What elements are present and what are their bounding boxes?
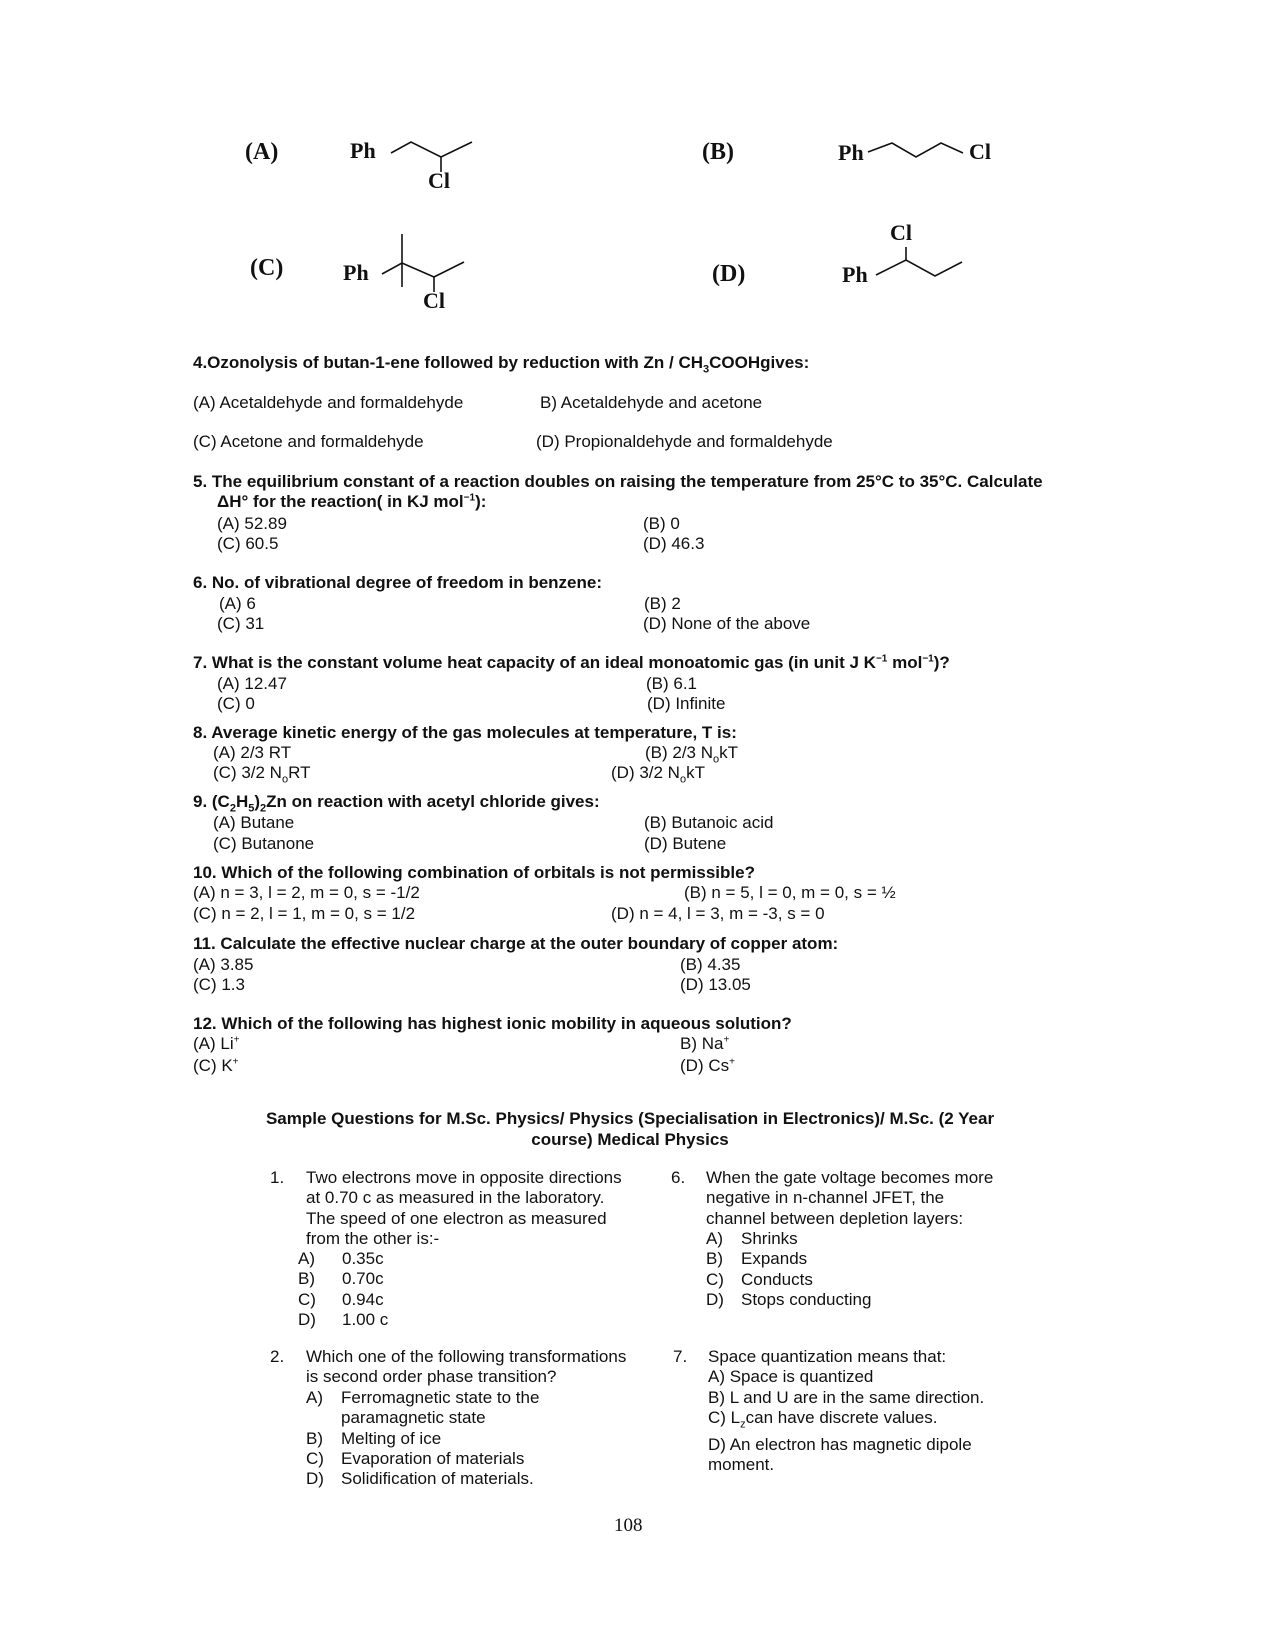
q9-stem: 9. $(C_2H_5)_2Zn$ on reaction with acetyl chloride gives: <box>193 792 600 815</box>
q4-option-d: (D) Propionaldehyde and formaldehyde <box>536 432 833 451</box>
q12-option-c: (C) K+ <box>193 1056 239 1075</box>
q10-stem: 10. Which of the following combination of orbitals is not permissible? <box>193 863 755 882</box>
q10-option-d: (D) n = 4, l = 3, m = -3, s = 0 <box>611 904 825 923</box>
physics-q2-option-d: D) Solidification of materials. <box>306 1469 534 1489</box>
physics-q7-option-d-cont: moment. <box>708 1454 775 1474</box>
structure-b-label: (B) <box>702 139 734 165</box>
q6-option-d: (D) None of the above <box>643 614 811 633</box>
physics-q6-option-a: A) Shrinks <box>706 1229 798 1248</box>
structure-c-cl: Cl <box>423 288 445 313</box>
q10-option-a: (A) n = 3, l = 2, m = 0, s = -1/2 <box>193 883 420 902</box>
q5-stem-cont: ΔH° for the reaction( in KJ mol$^{-1}$): <box>217 492 487 511</box>
physics-q6-stem: When the gate voltage becomes more negative in n-channel JFET, the channel between depletion layers: <box>706 1168 994 1228</box>
q7-option-d: (D) Infinite <box>647 694 726 713</box>
q7-option-a: (A) 12.47 <box>217 674 287 693</box>
q6-stem: 6. No. of vibrational degree of freedom in benzene: <box>193 573 603 592</box>
q6-option-b: (B) 2 <box>644 594 681 613</box>
physics-q2-option-c: C) Evaporation of materials <box>306 1448 525 1468</box>
structure-b-cl: Cl <box>969 139 991 164</box>
section-heading-line1: Sample Questions for M.Sc. Physics/ Physics (Specialisation in Electronics)/ M.Sc. (2 Year <box>265 1109 995 1128</box>
q11-option-b: (B) 4.35 <box>680 955 741 974</box>
q5-option-d: (D) 46.3 <box>643 534 705 553</box>
q11-stem: 11. Calculate the effective nuclear charge at the outer boundary of copper atom: <box>193 934 839 953</box>
physics-q2-number: 2. <box>270 1347 285 1366</box>
physics-q6-option-c: C) Conducts <box>706 1269 813 1289</box>
q10-option-b: (B) n = 5, l = 0, m = 0, s = ½ <box>684 883 896 902</box>
physics-q6-number: 6. <box>671 1168 686 1187</box>
q5-option-c: (C) 60.5 <box>217 534 279 553</box>
q12-option-b: B) Na+ <box>680 1034 730 1053</box>
physics-q7-stem: Space quantization means that: <box>708 1347 947 1366</box>
physics-q1-option-c: C) 0.94c <box>298 1289 384 1309</box>
physics-q6-option-d: D) Stops conducting <box>706 1289 872 1309</box>
q7-option-c: (C) 0 <box>217 694 255 713</box>
physics-q6-options <box>706 1229 871 1310</box>
physics-q7-option-d: D) An electron has magnetic dipole <box>708 1434 972 1454</box>
q4-option-a: (A) Acetaldehyde and formaldehyde <box>193 393 464 412</box>
physics-q1-number: 1. <box>270 1168 285 1187</box>
q6-option-a: (A) 6 <box>219 594 256 613</box>
structure-bonds <box>0 0 1275 340</box>
physics-q1-option-d: D) 1.00 c <box>298 1309 389 1329</box>
q4-option-c: (C) Acetone and formaldehyde <box>193 432 424 451</box>
q10-option-c: (C) n = 2, l = 1, m = 0, s = 1/2 <box>193 904 416 923</box>
structure-d-label: (D) <box>712 261 746 287</box>
q9-option-a: (A) Butane <box>213 813 295 832</box>
q8-stem: 8. Average kinetic energy of the gas molecules at temperature, T is: <box>193 723 737 742</box>
physics-q2-option-a-cont: paramagnetic state <box>341 1408 486 1428</box>
physics-q7-number: 7. <box>673 1347 688 1366</box>
physics-q2-options <box>306 1388 539 1489</box>
structure-d-cl: Cl <box>890 220 912 245</box>
q5-option-a: (A) 52.89 <box>217 514 287 533</box>
structure-a-ph: Ph <box>350 138 376 163</box>
q11-option-d: (D) 13.05 <box>680 975 751 994</box>
section-heading-line2: course) Medical Physics <box>531 1130 729 1149</box>
physics-q2-stem: Which one of the following transformations is second order phase transition? <box>306 1347 627 1387</box>
q12-option-a: (A) Li+ <box>193 1034 240 1053</box>
structure-a-label: (A) <box>245 139 279 165</box>
q9-option-d: (D) Butene <box>644 834 727 853</box>
q8-option-c: (C) 3/2 $N_oRT$ <box>213 763 311 786</box>
q5-option-b: (B) 0 <box>643 514 680 533</box>
physics-q6-option-b: B) Expands <box>706 1249 808 1269</box>
q9-option-b: (B) Butanoic acid <box>644 813 774 832</box>
structure-c-label: (C) <box>250 255 284 281</box>
physics-q2-option-a: A) Ferromagnetic state to the <box>306 1388 540 1407</box>
physics-q7-option-b: B) L and U are in the same direction. <box>708 1387 985 1407</box>
structure-a-cl: Cl <box>428 168 450 193</box>
q7-option-b: (B) 6.1 <box>646 674 698 693</box>
q8-option-a: (A) 2/3 RT <box>213 743 292 762</box>
physics-q1-option-b: B) 0.70c <box>298 1269 384 1289</box>
q8-option-d: (D) 3/2 $N_okT$ <box>611 763 705 786</box>
q5-stem: 5. The equilibrium constant of a reaction doubles on raising the temperature from 25°C to 35°C. Calculate <box>193 472 1043 491</box>
q8-option-b: (B) 2/3 $N_okT$ <box>645 743 739 766</box>
physics-q1-options <box>298 1249 388 1330</box>
physics-q1-option-a: A) 0.35c <box>298 1249 384 1268</box>
q11-option-a: (A) 3.85 <box>193 955 254 974</box>
q11-option-c: (C) 1.3 <box>193 975 245 994</box>
physics-q7-block <box>708 1347 984 1475</box>
physics-q1-stem: Two electrons move in opposite directions at 0.70 c as measured in the laboratory. The speed of one electron as measured from the other is:- <box>306 1168 622 1248</box>
q7-stem: 7. What is the constant volume heat capacity of an ideal monoatomic gas (in unit J $K^{-1}$ mol$^{-1}$)? <box>193 653 950 672</box>
physics-q7-option-c: C) $L_zcan$ have discrete values. <box>708 1407 938 1431</box>
q9-option-c: (C) Butanone <box>213 834 315 853</box>
structure-d-ph: Ph <box>842 262 868 287</box>
physics-q2-option-b: B) Melting of ice <box>306 1428 442 1448</box>
q12-stem: 12. Which of the following has highest ionic mobility in aqueous solution? <box>193 1014 792 1033</box>
physics-q7-option-a: A) Space is quantized <box>708 1367 874 1387</box>
page-number: 108 <box>614 1515 643 1536</box>
structure-c-ph: Ph <box>343 260 369 285</box>
q6-option-c: (C) 31 <box>217 614 265 633</box>
q4-stem: 4.Ozonolysis of butan-1-ene followed by reduction with Zn / $CH_3COOHgives$: <box>193 353 810 376</box>
q12-option-d: (D) Cs+ <box>680 1056 735 1075</box>
section-heading <box>240 1108 1020 1150</box>
q4-option-b: B) Acetaldehyde and acetone <box>540 393 763 412</box>
structure-b-ph: Ph <box>838 140 864 165</box>
